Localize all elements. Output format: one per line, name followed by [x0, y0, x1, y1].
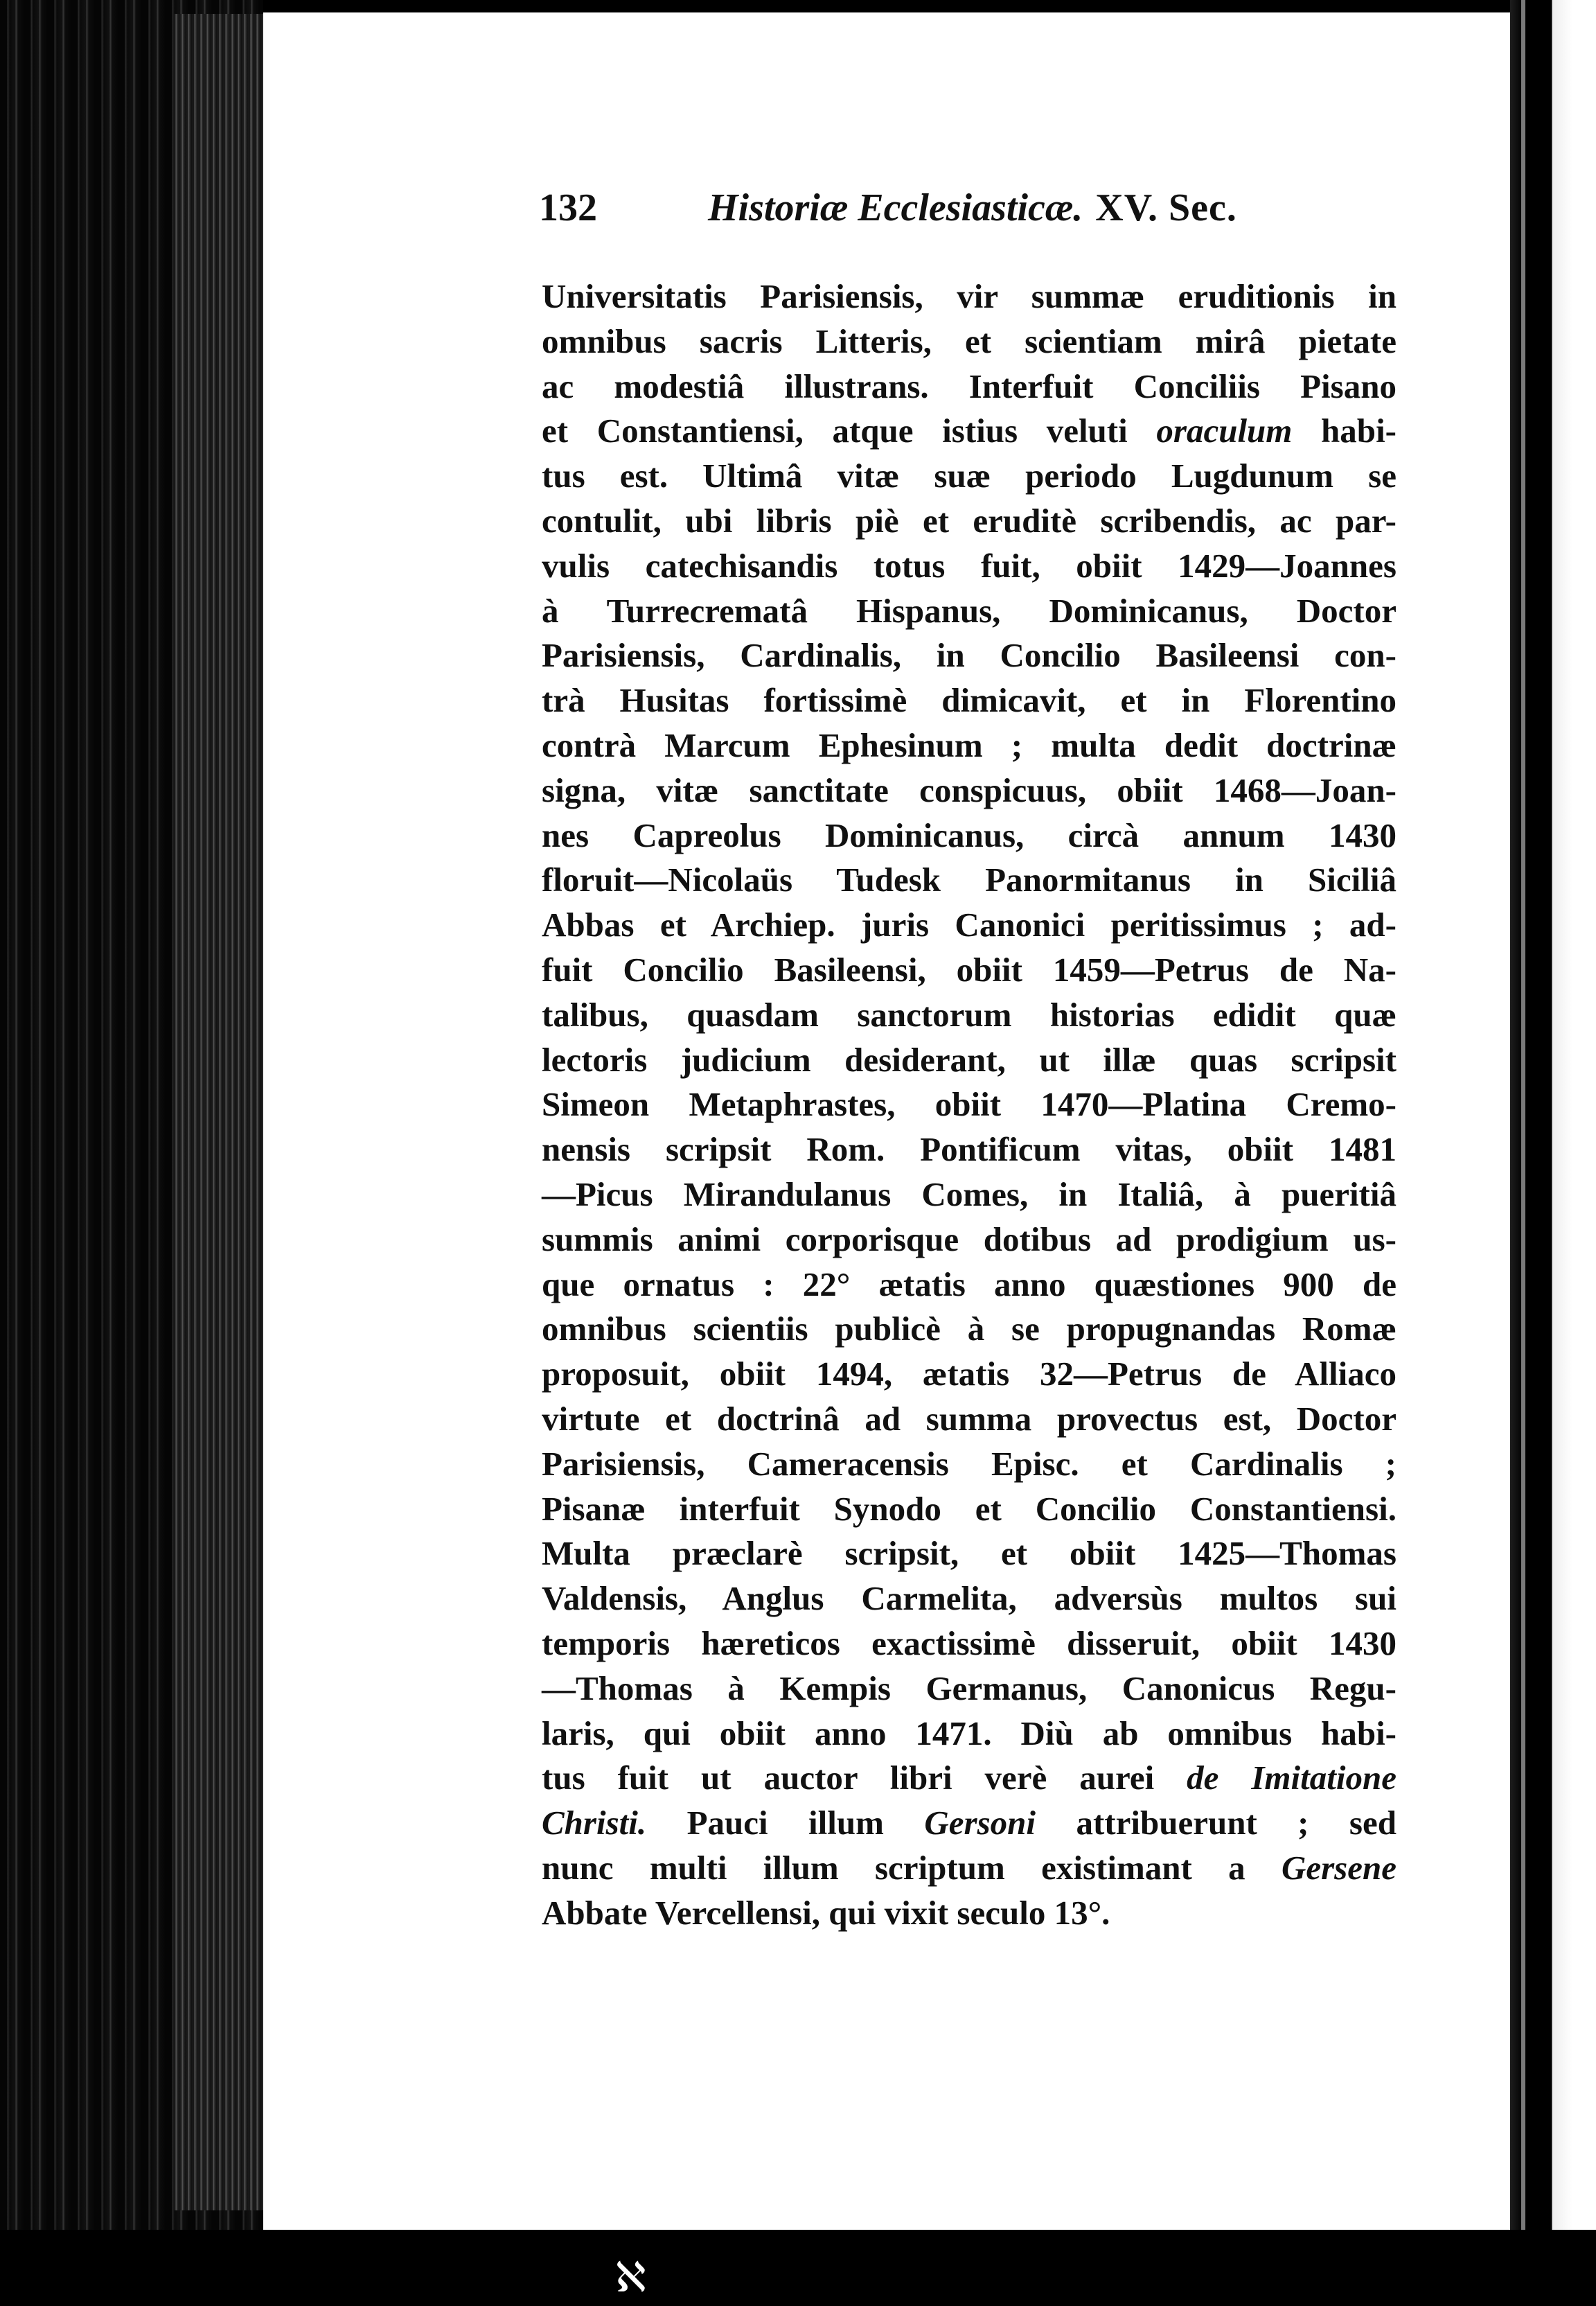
italic-phrase: de Imitatione — [1187, 1759, 1396, 1797]
italic-word: Christi. — [542, 1804, 647, 1842]
text-line: summis animi corporisque dotibus ad prodigium us- — [542, 1220, 1396, 1258]
italic-word: Gersene — [1281, 1848, 1396, 1887]
text-line: trà Husitas fortissimè dimicavit, et in Florentino — [542, 681, 1396, 720]
text-line: talibus, quasdam sanctorum historias edidit quæ — [542, 995, 1396, 1034]
page-number: 132 — [539, 186, 597, 229]
text-line: lectoris judicium desiderant, ut illæ quas scripsit — [542, 1040, 1396, 1079]
text-line: proposuit, obiit 1494, ætatis 32—Petrus de Alliaco — [542, 1355, 1396, 1393]
text-line: Valdensis, Anglus Carmelita, adversùs multos sui — [542, 1579, 1396, 1618]
running-header — [539, 186, 1315, 230]
text-line: que ornatus : 22° ætatis anno quæstiones 900 de — [542, 1265, 1396, 1303]
text-line: Christi. Pauci illum Gersoni attribuerunt ; sed — [542, 1804, 1396, 1842]
gutter-line — [1521, 0, 1525, 2306]
text-line: à Turrecrematâ Hispanus, Dominicanus, Doctor — [542, 591, 1396, 630]
text-line: Parisiensis, Cardinalis, in Concilio Basileensi con- — [542, 636, 1396, 675]
text-line: omnibus sacris Litteris, et scientiam mirâ pietate — [542, 322, 1396, 360]
running-title: Historiæ Ecclesiasticæ. — [708, 186, 1083, 229]
italic-word: oraculum — [1156, 412, 1293, 450]
text-line: tus fuit ut auctor libri verè aurei de Imitatione — [542, 1759, 1396, 1797]
century-label: XV. Sec. — [1095, 186, 1237, 229]
text-line: floruit—Nicolaüs Tudesk Panormitanus in Siciliâ — [542, 861, 1396, 899]
text-line: Simeon Metaphrastes, obiit 1470—Platina Cremo- — [542, 1085, 1396, 1124]
text-line: Universitatis Parisiensis, vir summæ eruditionis in — [542, 277, 1396, 315]
text-line: Abbate Vercellensi, qui vixit seculo 13°. — [542, 1893, 1110, 1932]
text-line: virtute et doctrinâ ad summa provectus est, Doctor — [542, 1399, 1396, 1438]
text-line: vulis catechisandis totus fuit, obiit 1429—Joannes — [542, 546, 1396, 585]
text-line: —Picus Mirandulanus Comes, in Italiâ, à pueritiâ — [542, 1174, 1396, 1213]
scan-margin — [0, 2230, 1596, 2306]
italic-word: Gersoni — [924, 1804, 1036, 1842]
text-line: signa, vitæ sanctitate conspicuus, obiit 1468—Joan- — [542, 771, 1396, 809]
text-line: contrà Marcum Ephesinum ; multa dedit doctrinæ — [542, 725, 1396, 764]
text-line: ac modestiâ illustrans. Interfuit Conciliis Pisano — [542, 367, 1396, 405]
text-line: Pisanæ interfuit Synodo et Concilio Constantiensi. — [542, 1489, 1396, 1528]
text-line: omnibus scientiis publicè à se propugnandas Romæ — [542, 1310, 1396, 1348]
body-text — [542, 274, 1396, 1935]
text-line: laris, qui obiit anno 1471. Diù ab omnibus habi- — [542, 1714, 1396, 1752]
text-line: fuit Concilio Basileensi, obiit 1459—Petrus de Na- — [542, 950, 1396, 989]
text-line: Abbas et Archiep. juris Canonici peritissimus ; ad- — [542, 906, 1396, 944]
scan-mark: ℵ — [615, 2255, 646, 2300]
text-line: nes Capreolus Dominicanus, circà annum 1430 — [542, 816, 1396, 854]
text-line: Multa præclarè scripsit, et obiit 1425—Thomas — [542, 1534, 1396, 1573]
text-line: Parisiensis, Cameracensis Episc. et Cardinalis ; — [542, 1444, 1396, 1483]
text-line: contulit, ubi libris piè et eruditè scribendis, ac par- — [542, 501, 1396, 540]
text-line: nunc multi illum scriptum existimant a Gersene — [542, 1848, 1396, 1887]
text-line: temporis hæreticos exactissimè disseruit, obiit 1430 — [542, 1623, 1396, 1662]
text-line: tus est. Ultimâ vitæ suæ periodo Lugdunum se — [542, 457, 1396, 495]
text-line: —Thomas à Kempis Germanus, Canonicus Regu- — [542, 1669, 1396, 1707]
page-edges — [173, 14, 263, 2210]
text-line: nensis scripsit Rom. Pontificum vitas, obiit 1481 — [542, 1130, 1396, 1169]
text-line: et Constantiensi, atque istius veluti oraculum habi- — [542, 412, 1396, 450]
